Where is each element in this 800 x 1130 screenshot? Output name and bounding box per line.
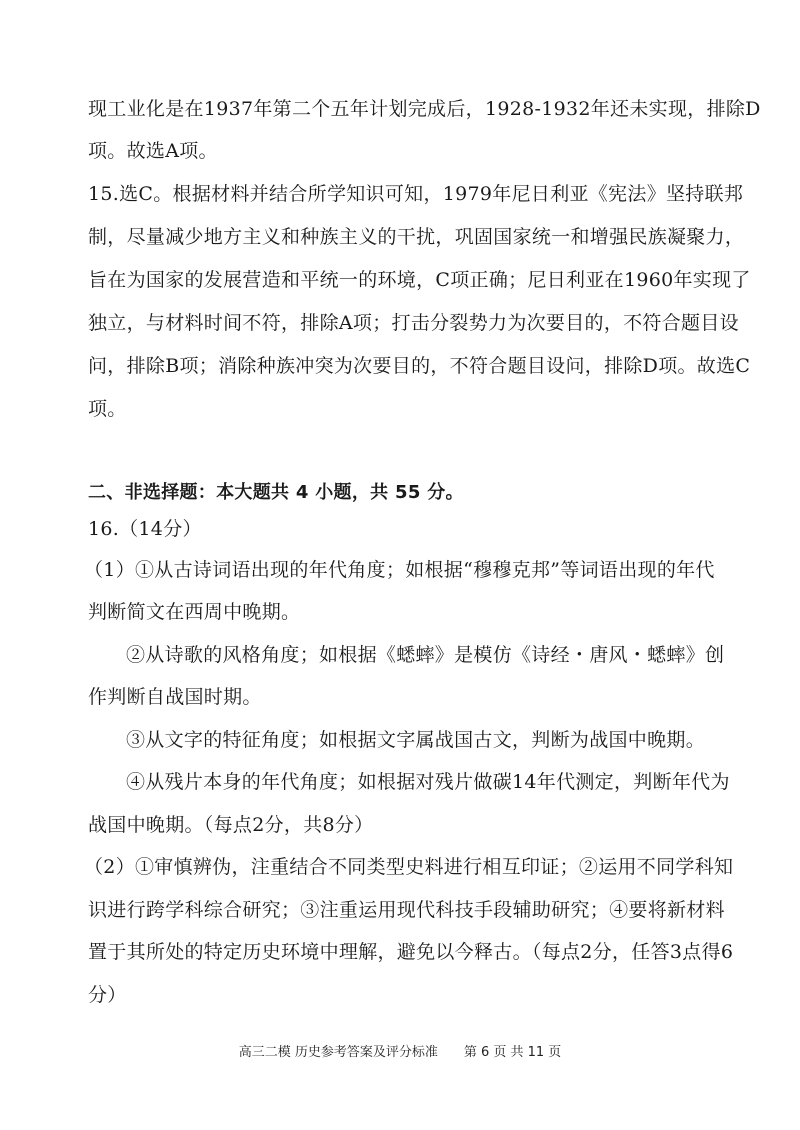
text-line: 置于其所处的特定历史环境中理解，避免以今释古。（每点2分，任答3点得6 [88, 941, 734, 963]
text-line: 旨在为国家的发展营造和平统一的环境，C项正确；尼日利亚在1960年实现了 [88, 269, 751, 291]
section-heading: 二、非选择题：本大题共 4 小题，共 55 分。 [88, 482, 464, 503]
question-number: 16.（14分） [88, 518, 202, 540]
text-line: ②从诗歌的风格角度；如根据《蟋蟀》是模仿《诗经・唐风・蟋蟀》创 [126, 644, 725, 666]
text-line: ④从残片本身的年代角度；如根据对残片做碳14年代测定，判断年代为 [126, 771, 730, 793]
text-line: 现工业化是在1937年第二个五年计划完成后，1928-1932年还未实现，排除D [88, 98, 761, 120]
text-line: 战国中晚期。（每点2分，共8分） [88, 814, 374, 836]
text-line: 项。 [88, 398, 127, 420]
text-line: 识进行跨学科综合研究；③注重运用现代科技手段辅助研究；④要将新材料 [88, 899, 725, 921]
text-line: 判断简文在西周中晚期。 [88, 601, 301, 623]
text-line: 分） [88, 984, 127, 1006]
text-line: 独立，与材料时间不符，排除A项；打击分裂势力为次要目的，不符合题目设 [88, 312, 739, 334]
text-line: 作判断自战国时期。 [88, 686, 262, 708]
text-line: 15.选C。根据材料并结合所学知识可知，1979年尼日利亚《宪法》坚持联邦 [88, 183, 744, 205]
text-line: 项。故选A项。 [88, 140, 218, 162]
page-footer: 高三二模 历史参考答案及评分标准 第 6 页 共 11 页 [238, 1045, 562, 1060]
text-line: ③从文字的特征角度；如根据文字属战国古文，判断为战国中晚期。 [126, 729, 706, 751]
text-line: （2）①审慎辨伪，注重结合不同类型史料进行相互印证；②运用不同学科知 [84, 856, 734, 878]
text-line: （1）①从古诗词语出现的年代角度；如根据“穆穆克邦”等词语出现的年代 [84, 559, 715, 581]
text-line: 制，尽量减少地方主义和种族主义的干扰，巩固国家统一和增强民族凝聚力， [88, 226, 745, 248]
text-line: 问，排除B项；消除种族冲突为次要目的，不符合题目设问，排除D项。故选C [88, 355, 751, 377]
